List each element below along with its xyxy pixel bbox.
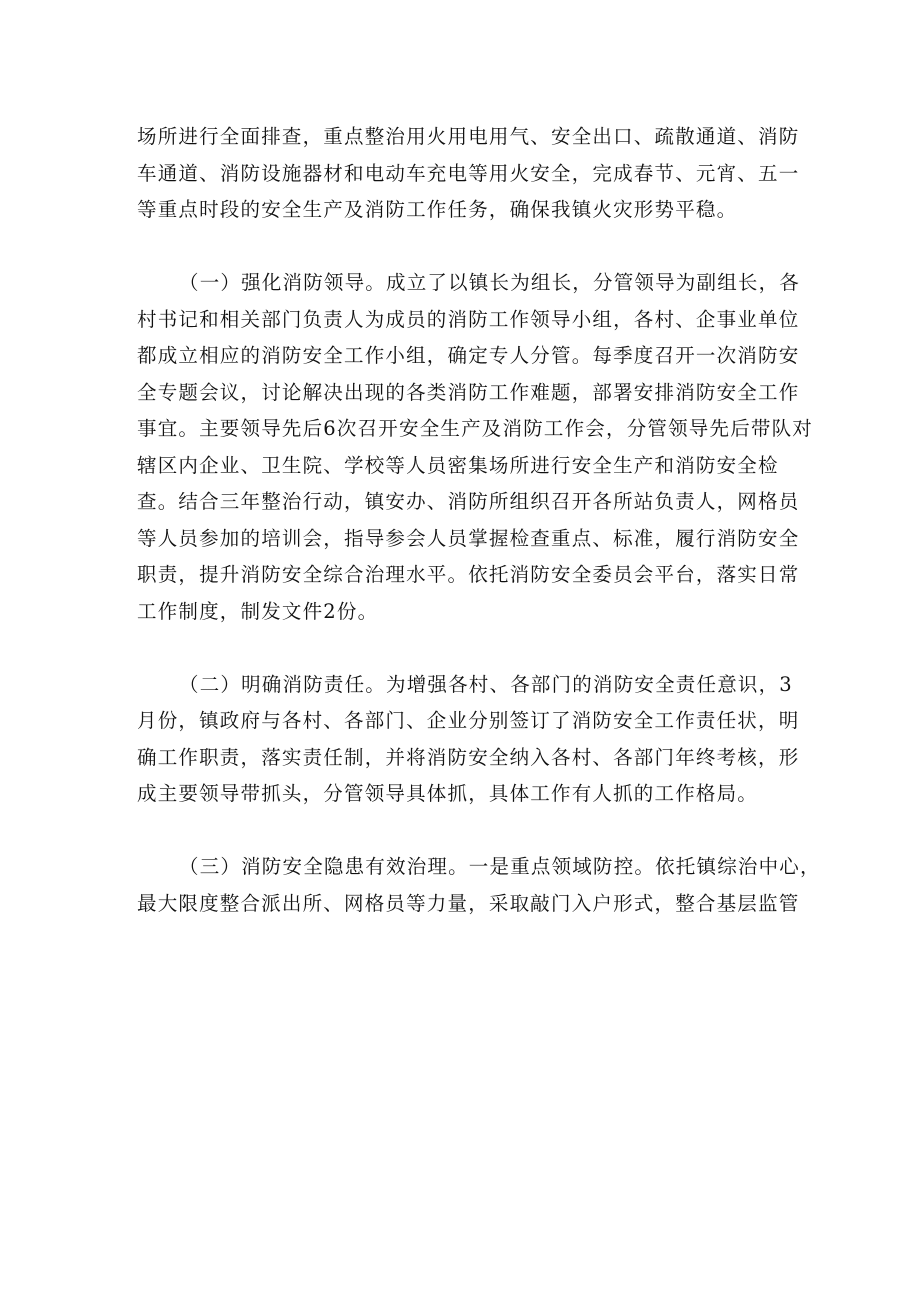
text-line: 工作制度，制发文件2份。 [137,599,379,623]
paragraph-gap [137,813,797,850]
text-line: 等人员参加的培训会，指导参会人员掌握检查重点、标准，履行消防安全 [137,526,800,550]
text-line: 职责，提升消防安全综合治理水平。依托消防安全委员会平台，落实日常 [137,563,800,586]
paragraph-section-1 [137,265,814,630]
text-line: 场所进行全面排查，重点整治用火用电用气、安全出口、疏散通道、消防 [137,125,800,148]
document-body [137,119,821,922]
text-line: 查。结合三年整治行动，镇安办、消防所组织召开各所站负责人，网格员 [137,490,800,513]
text-line: 最大限度整合派出所、网格员等力量，采取敲门入户形式，整合基层监管 [137,891,800,915]
paragraph-continuation [137,119,800,229]
paragraph-section-2 [137,667,800,813]
text-line: 月份，镇政府与各村、各部门、企业分别签订了消防安全工作责任状，明 [137,709,800,732]
paragraph-gap [137,229,797,266]
paragraph-section-3 [137,849,821,922]
text-line: 成主要领导带抓头，分管领导具体抓，具体工作有人抓的工作格局。 [137,782,759,805]
paragraph-gap [137,630,797,667]
text-line: 村书记和相关部门负责人为成员的消防工作领导小组，各村、企事业单位 [137,307,800,331]
text-line: （一）强化消防领导。成立了以镇长为组长，分管领导为副组长，各 [179,271,801,294]
text-line: 辖区内企业、卫生院、学校等人员密集场所进行安全生产和消防安全检 [137,453,779,477]
text-line: 都成立相应的消防安全工作小组，确定专人分管。每季度召开一次消防安 [137,344,800,367]
text-line: （三）消防安全隐患有效治理。一是重点领域防控。依托镇综治中心， [179,855,821,878]
text-line: 确工作职责，落实责任制，并将消防安全纳入各村、各部门年终考核，形 [137,745,800,769]
text-line: 等重点时段的安全生产及消防工作任务，确保我镇火灾形势平稳。 [137,198,738,221]
text-line: 全专题会议，讨论解决出现的各类消防工作难题，部署安排消防安全工作 [137,380,800,404]
text-line: （二）明确消防责任。为增强各村、各部门的消防安全责任意识，3 [179,672,793,696]
text-line: 事宜。主要领导先后6次召开安全生产及消防工作会，分管领导先后带队对 [137,417,814,440]
text-line: 车通道、消防设施器材和电动车充电等用火安全，完成春节、元宵、五一 [137,161,800,185]
